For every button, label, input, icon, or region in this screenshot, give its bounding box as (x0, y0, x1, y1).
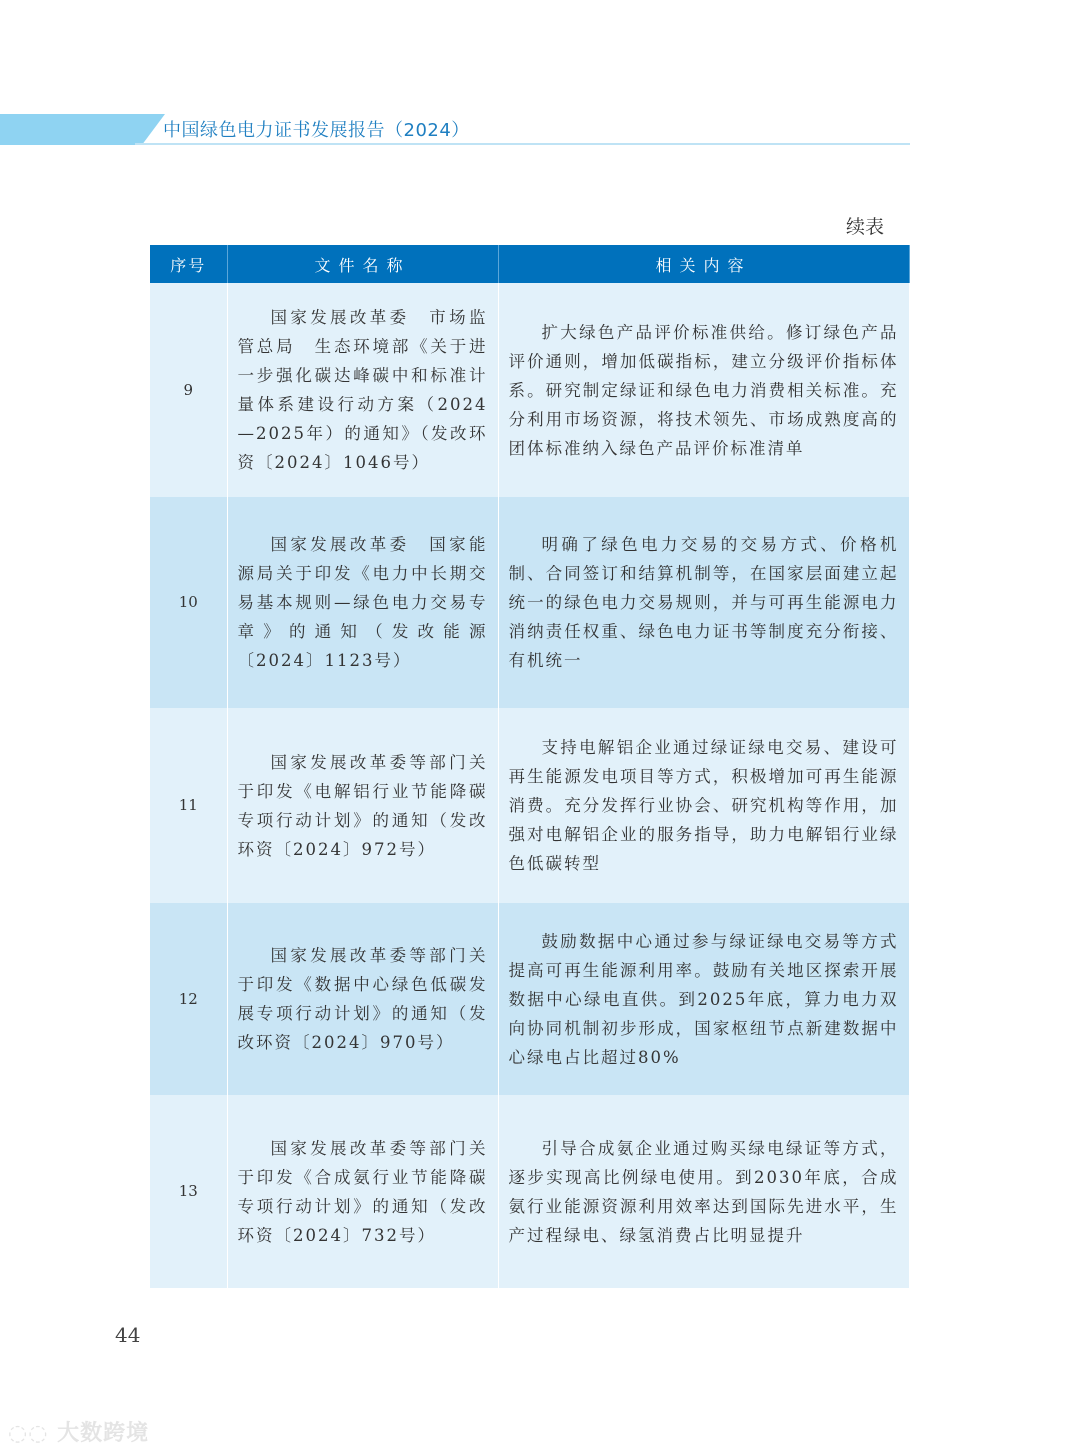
row-number: 11 (150, 708, 227, 903)
document-name: 国家发展改革委等部门关于印发《数据中心绿色低碳发展专项行动计划》的通知（发改环资〔2024〕970号） (237, 946, 488, 1052)
document-name: 国家发展改革委 国家能源局关于印发《电力中长期交易基本规则—绿色电力交易专章》的通知（发改能源〔2024〕1123号） (237, 535, 488, 670)
column-header-name: 文件名称 (227, 245, 498, 283)
table-row (150, 903, 909, 1095)
table-row (150, 497, 909, 708)
document-name: 国家发展改革委等部门关于印发《电解铝行业节能降碳专项行动计划》的通知（发改环资〔2024〕972号） (237, 752, 488, 859)
document-name-cell (227, 283, 498, 497)
document-name-cell (227, 903, 498, 1095)
policy-table (150, 245, 910, 1288)
column-header-no: 序号 (150, 245, 227, 283)
content-text: 支持电解铝企业通过绿证绿电交易、建设可再生能源发电项目等方式，积极增加可再生能源消费。充分发挥行业协会、研究机构等作用，加强对电解铝企业的服务指导，助力电解铝行业绿色低碳转型 (508, 738, 899, 873)
document-name-cell (227, 1095, 498, 1288)
watermark-logo: ◌◌ 大数跨境 (8, 1421, 150, 1446)
row-number: 9 (150, 283, 227, 497)
content-cell (498, 283, 909, 497)
content-cell (498, 903, 909, 1095)
table-row (150, 1095, 909, 1288)
row-number: 12 (150, 903, 227, 1095)
running-header-title: 中国绿色电力证书发展报告（2024） (163, 120, 470, 141)
table-header-row (150, 245, 909, 283)
table-row (150, 708, 909, 903)
content-text: 鼓励数据中心通过参与绿证绿电交易等方式提高可再生能源利用率。鼓励有关地区探索开展数据中心绿电直供。到2025年底，算力电力双向协同机制初步形成，国家枢纽节点新建数据中心绿电占比超过80% (508, 931, 899, 1067)
page-number: 44 (115, 1323, 141, 1347)
content-cell (498, 1095, 909, 1288)
content-text: 扩大绿色产品评价标准供给。修订绿色产品评价通则，增加低碳指标，建立分级评价指标体系。研究制定绿证和绿色电力消费相关标准。充分利用市场资源，将技术领先、市场成熟度高的团体标准纳入绿色产品评价标准清单 (508, 322, 899, 458)
content-text: 引导合成氨企业通过购买绿电绿证等方式，逐步实现高比例绿电使用。到2030年底，合成氨行业能源资源利用效率达到国际先进水平，生产过程绿电、绿氢消费占比明显提升 (508, 1138, 899, 1245)
content-text: 明确了绿色电力交易的交易方式、价格机制、合同签订和结算机制等，在国家层面建立起统一的绿色电力交易规则，并与可再生能源电力消纳责任权重、绿色电力证书等制度充分衔接、有机统一 (508, 535, 899, 670)
column-header-content: 相关内容 (498, 245, 909, 283)
table-row (150, 283, 909, 497)
document-name: 国家发展改革委 市场监管总局 生态环境部《关于进一步强化碳达峰碳中和标准计量体系建设行动方案（2024—2025年）的通知》（发改环资〔2024〕1046号） (237, 308, 488, 472)
document-name-cell (227, 708, 498, 903)
watermark-text: 大数跨境 (57, 1421, 150, 1446)
document-name-cell (227, 497, 498, 708)
document-name: 国家发展改革委等部门关于印发《合成氨行业节能降碳专项行动计划》的通知（发改环资〔2024〕732号） (237, 1138, 488, 1245)
content-cell (498, 497, 909, 708)
row-number: 10 (150, 497, 227, 708)
row-number: 13 (150, 1095, 227, 1288)
continued-label: 续表 (846, 216, 885, 238)
content-cell (498, 708, 909, 903)
header-rule (135, 143, 910, 145)
header-band (0, 114, 165, 145)
